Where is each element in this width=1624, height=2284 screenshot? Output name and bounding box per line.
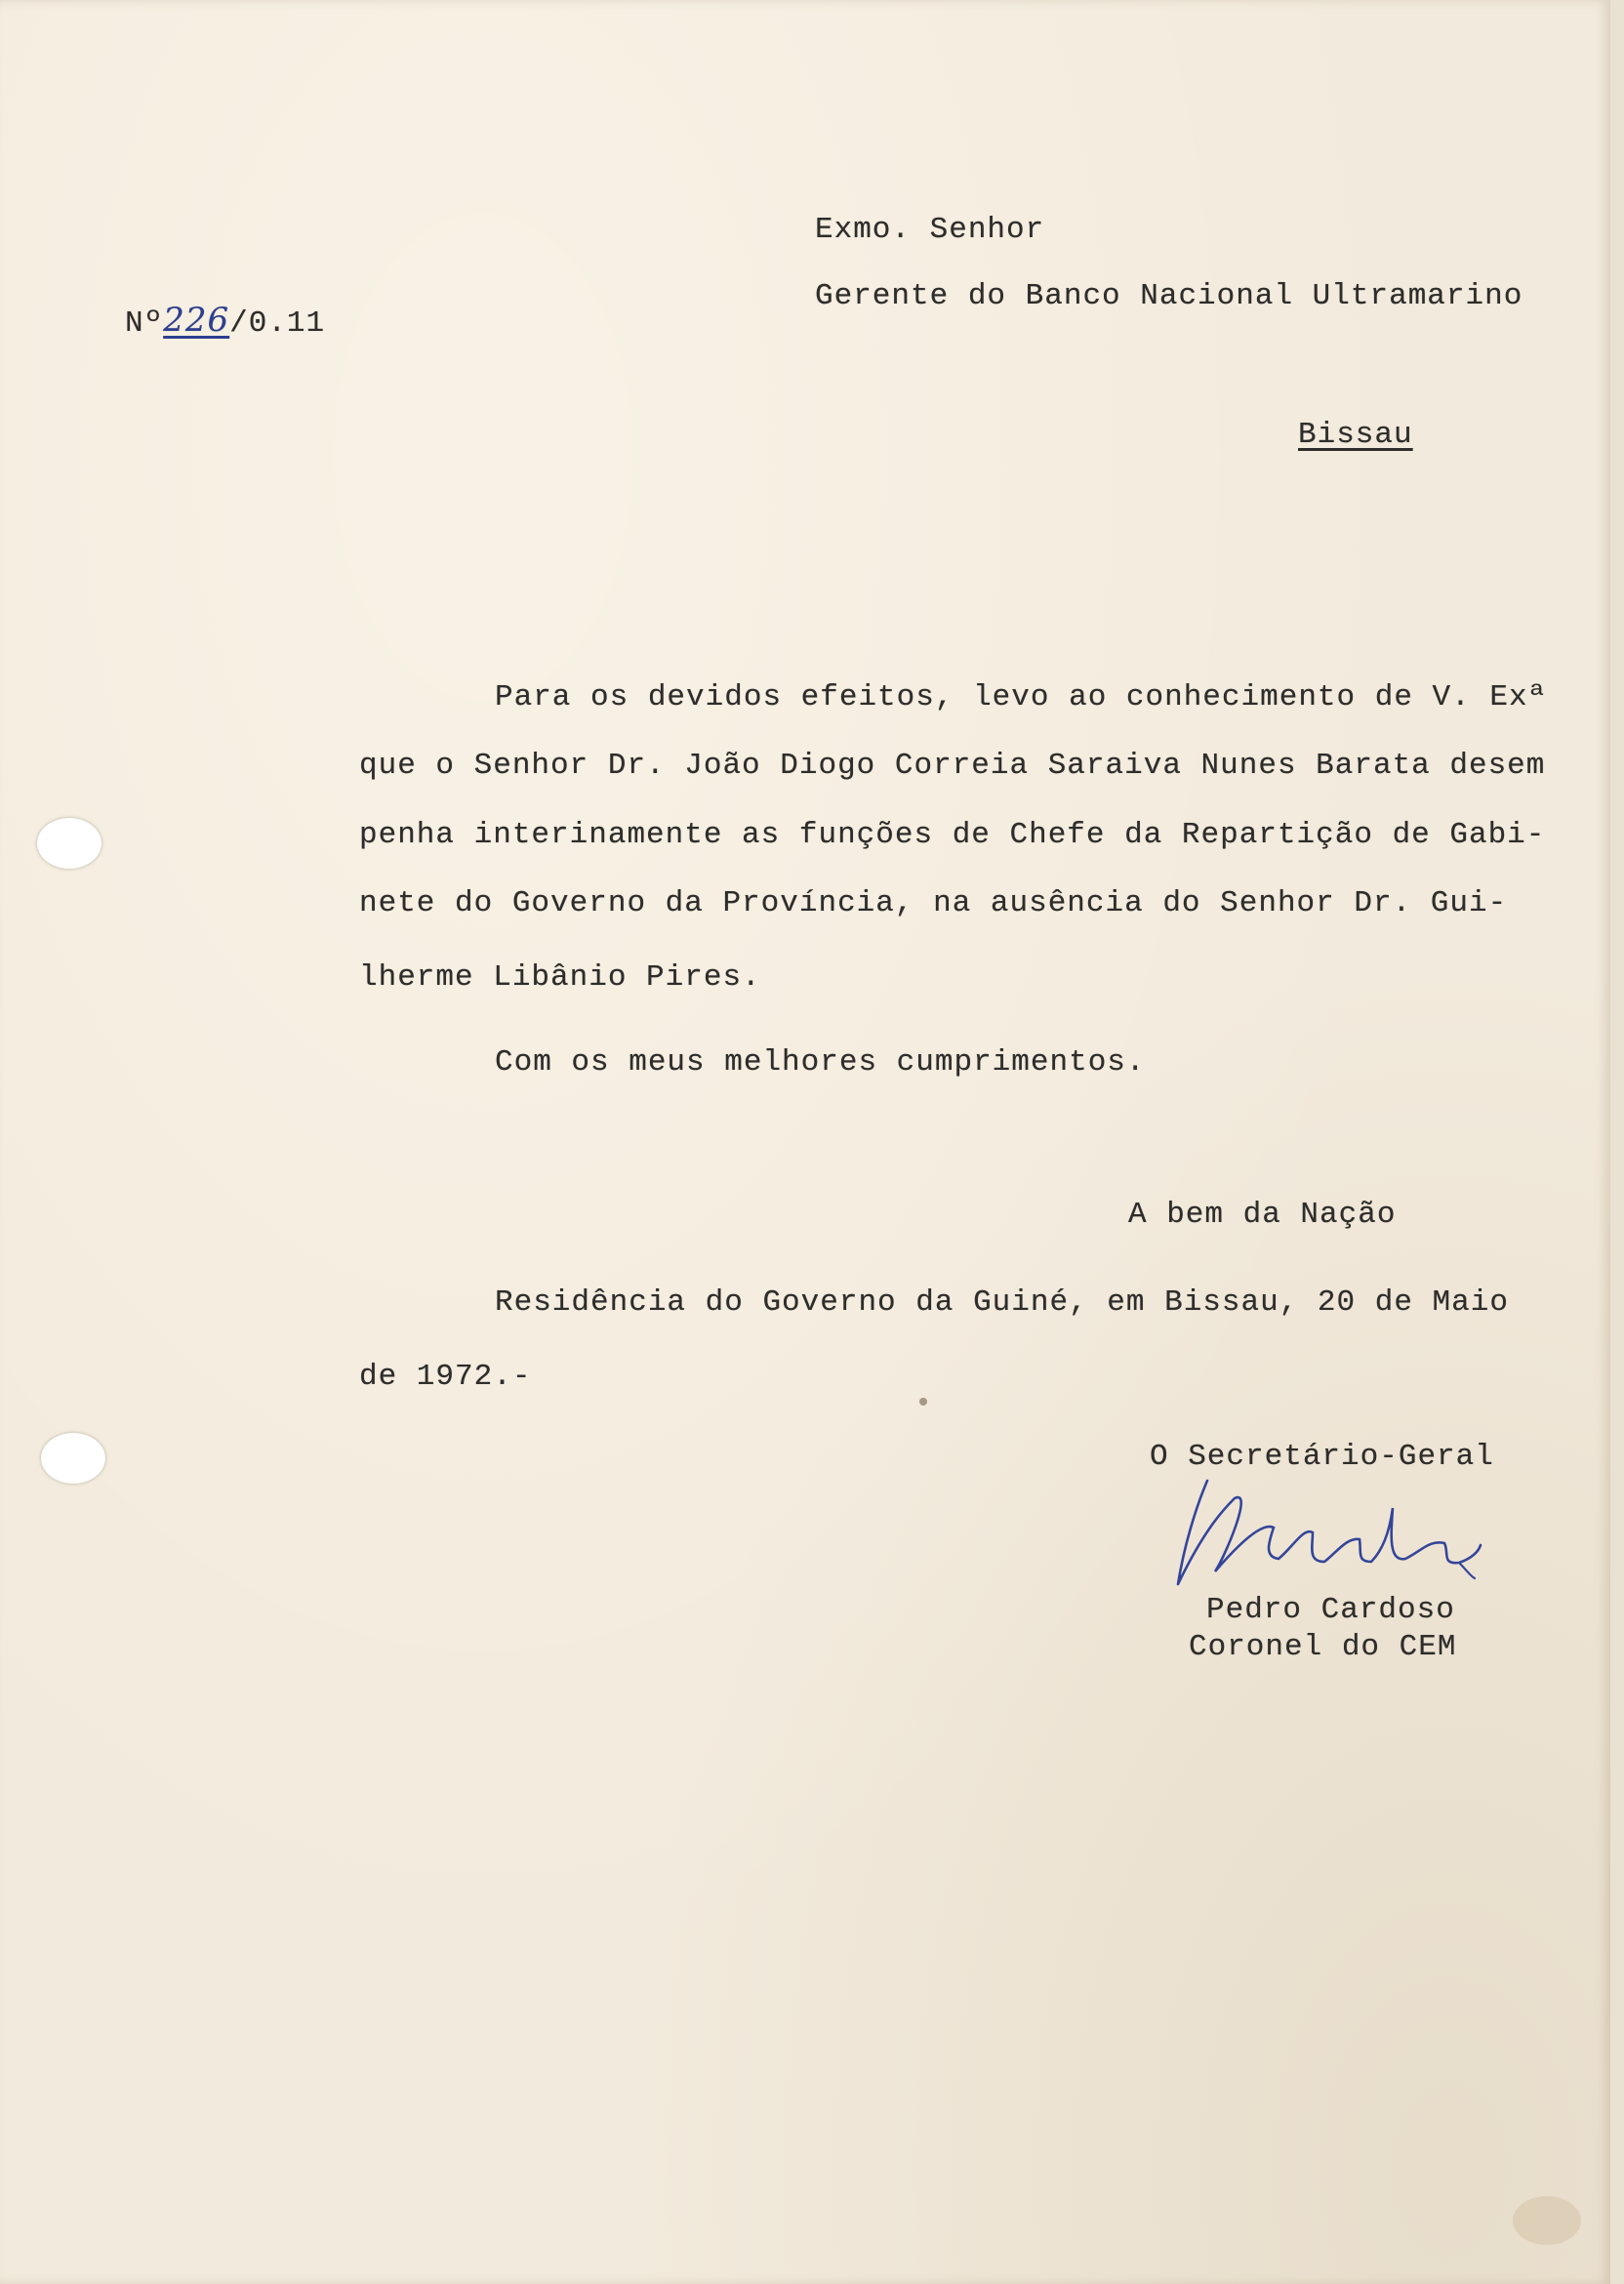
paper-stain [1513,2196,1581,2245]
closing-line: Com os meus melhores cumprimentos. [495,1045,1146,1080]
addressee-title: Gerente do Banco Nacional Ultramarino [815,279,1523,313]
place-date-line-2: de 1972.- [359,1360,532,1394]
addressee-salutation: Exmo. Senhor [815,213,1045,247]
reference-number [125,301,325,341]
handwritten-signature [1166,1469,1488,1596]
paper-stain [919,1398,927,1406]
body-line-5: lherme Libânio Pires. [359,960,761,995]
addressee-city: Bissau [1298,418,1413,452]
reference-handwritten-number: 226 [163,301,230,340]
signatory-role: O Secretário-Geral [1150,1440,1494,1474]
body-line-1: Para os devidos efeitos, levo ao conhecimento de V. Exª [495,680,1548,714]
place-date-line-1: Residência do Governo da Guiné, em Bissau, 20 de Maio [495,1285,1509,1320]
signatory-rank: Coronel do CEM [1189,1630,1457,1664]
motto: A bem da Nação [1128,1198,1397,1232]
punch-hole-top [37,818,102,869]
body-line-3: penha interinamente as funções de Chefe da Repartição de Gabi- [359,818,1546,852]
body-line-4: nete do Governo da Província, na ausência do Senhor Dr. Gui- [359,886,1508,920]
body-line-2: que o Senhor Dr. João Diogo Correia Saraiva Nunes Barata desem [359,749,1546,783]
reference-suffix: /0.11 [229,306,326,341]
reference-prefix: Nº [125,306,164,341]
punch-hole-bottom [41,1433,105,1484]
signatory-name: Pedro Cardoso [1206,1593,1455,1627]
